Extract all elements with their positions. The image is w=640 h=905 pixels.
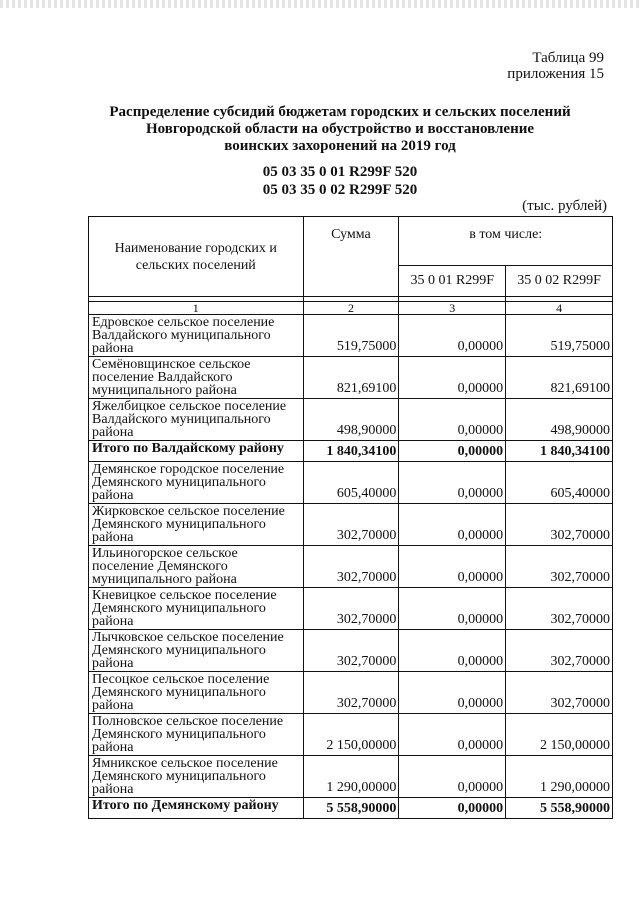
scan-edge-line bbox=[0, 0, 640, 8]
program-2-cell: 498,90000 bbox=[506, 399, 613, 441]
program-1-cell: 0,00000 bbox=[399, 588, 506, 630]
settlement-name-cell: Жирковское сельское поселение Демянского муниципального района bbox=[89, 504, 304, 546]
table-row bbox=[89, 399, 613, 441]
budget-codes bbox=[60, 163, 620, 199]
table-reference bbox=[507, 50, 604, 82]
table-row bbox=[89, 756, 613, 798]
header-row bbox=[89, 217, 613, 266]
column-number: 1 bbox=[89, 302, 304, 315]
total-row bbox=[89, 441, 613, 462]
column-number: 4 bbox=[506, 302, 613, 315]
program-2-cell: 302,70000 bbox=[506, 630, 613, 672]
table-row bbox=[89, 588, 613, 630]
settlement-name-cell: Итого по Демянскому району bbox=[89, 798, 304, 819]
title-line: воинских захоронений на 2019 год bbox=[224, 138, 456, 154]
document-title bbox=[60, 104, 620, 155]
sum-cell: 605,40000 bbox=[303, 462, 399, 504]
program-2-cell: 1 840,34100 bbox=[506, 441, 613, 462]
program-1-cell: 0,00000 bbox=[399, 756, 506, 798]
title-line: Распределение субсидий бюджетам городских и сельских поселений bbox=[109, 104, 571, 120]
column-number: 3 bbox=[399, 302, 506, 315]
program-2-cell: 519,75000 bbox=[506, 315, 613, 357]
program-1-cell: 0,00000 bbox=[399, 630, 506, 672]
program-1-cell: 0,00000 bbox=[399, 504, 506, 546]
settlement-name-cell: Итого по Валдайскому району bbox=[89, 441, 304, 462]
program-2-cell: 302,70000 bbox=[506, 546, 613, 588]
subsidy-table bbox=[88, 216, 613, 819]
header-sub2: 35 0 02 R299F bbox=[506, 266, 613, 297]
table-row bbox=[89, 357, 613, 399]
sum-cell: 821,69100 bbox=[303, 357, 399, 399]
settlement-name-cell: Едровское сельское поселение Валдайского муниципального района bbox=[89, 315, 304, 357]
settlement-name-cell: Демянское городское поселение Демянского муниципального района bbox=[89, 462, 304, 504]
sum-cell: 302,70000 bbox=[303, 672, 399, 714]
program-1-cell: 0,00000 bbox=[399, 441, 506, 462]
appendix-number: приложения 15 bbox=[507, 66, 604, 82]
sum-cell: 302,70000 bbox=[303, 546, 399, 588]
program-2-cell: 1 290,00000 bbox=[506, 756, 613, 798]
program-1-cell: 0,00000 bbox=[399, 399, 506, 441]
budget-code: 05 03 35 0 01 R299F 520 bbox=[262, 164, 418, 180]
settlement-name-cell: Семёновщинское сельское поселение Валдайского муниципального района bbox=[89, 357, 304, 399]
settlement-name-cell: Полновское сельское поселение Демянского муниципального района bbox=[89, 714, 304, 756]
budget-code: 05 03 35 0 02 R299F 520 bbox=[262, 182, 418, 198]
total-row bbox=[89, 798, 613, 819]
header-including: в том числе: bbox=[399, 217, 613, 266]
program-2-cell: 605,40000 bbox=[506, 462, 613, 504]
program-2-cell: 821,69100 bbox=[506, 357, 613, 399]
table-row bbox=[89, 546, 613, 588]
table-row bbox=[89, 315, 613, 357]
program-1-cell: 0,00000 bbox=[399, 546, 506, 588]
settlement-name-cell: Яжелбицкое сельское поселение Валдайского муниципального района bbox=[89, 399, 304, 441]
column-number: 2 bbox=[303, 302, 399, 315]
program-1-cell: 0,00000 bbox=[399, 672, 506, 714]
title-line: Новгородской области на обустройство и восстановление bbox=[145, 121, 535, 137]
header-sub1: 35 0 01 R299F bbox=[399, 266, 506, 297]
table-number: Таблица 99 bbox=[532, 50, 604, 66]
program-1-cell: 0,00000 bbox=[399, 714, 506, 756]
program-1-cell: 0,00000 bbox=[399, 462, 506, 504]
sum-cell: 1 290,00000 bbox=[303, 756, 399, 798]
sum-cell: 302,70000 bbox=[303, 504, 399, 546]
table-row bbox=[89, 462, 613, 504]
table-row bbox=[89, 504, 613, 546]
sum-cell: 1 840,34100 bbox=[303, 441, 399, 462]
program-1-cell: 0,00000 bbox=[399, 315, 506, 357]
units-label: (тыс. рублей) bbox=[522, 198, 607, 214]
settlement-name-cell: Ямникское сельское поселение Демянского муниципального района bbox=[89, 756, 304, 798]
program-2-cell: 302,70000 bbox=[506, 672, 613, 714]
table-row bbox=[89, 630, 613, 672]
sum-cell: 2 150,00000 bbox=[303, 714, 399, 756]
table-row bbox=[89, 672, 613, 714]
header-sum: Сумма bbox=[303, 217, 399, 297]
settlement-name-cell: Кневицкое сельское поселение Демянского муниципального района bbox=[89, 588, 304, 630]
header-name: Наименование городских и сельских поселений bbox=[89, 217, 304, 297]
program-2-cell: 302,70000 bbox=[506, 504, 613, 546]
program-2-cell: 5 558,90000 bbox=[506, 798, 613, 819]
sum-cell: 302,70000 bbox=[303, 630, 399, 672]
sum-cell: 498,90000 bbox=[303, 399, 399, 441]
program-1-cell: 0,00000 bbox=[399, 357, 506, 399]
settlement-name-cell: Ильиногорское сельское поселение Демянского муниципального района bbox=[89, 546, 304, 588]
settlement-name-cell: Лычковское сельское поселение Демянского муниципального района bbox=[89, 630, 304, 672]
program-2-cell: 2 150,00000 bbox=[506, 714, 613, 756]
column-number-row bbox=[89, 302, 613, 315]
sum-cell: 5 558,90000 bbox=[303, 798, 399, 819]
program-1-cell: 0,00000 bbox=[399, 798, 506, 819]
settlement-name-cell: Песоцкое сельское поселение Демянского муниципального района bbox=[89, 672, 304, 714]
program-2-cell: 302,70000 bbox=[506, 588, 613, 630]
sum-cell: 519,75000 bbox=[303, 315, 399, 357]
table-row bbox=[89, 714, 613, 756]
sum-cell: 302,70000 bbox=[303, 588, 399, 630]
